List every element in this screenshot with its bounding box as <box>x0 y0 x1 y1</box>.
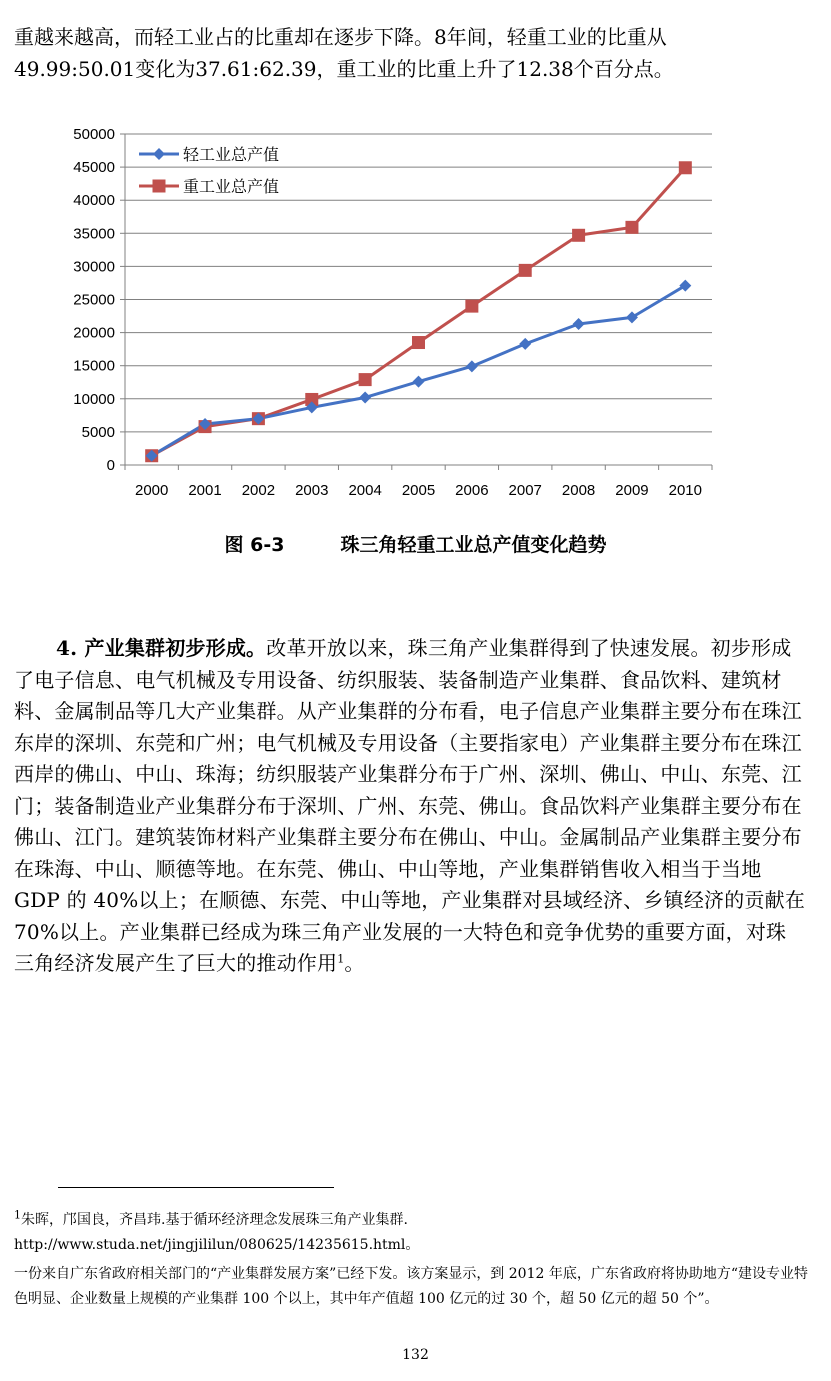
intro-line-2: 49.99:50.01变化为37.61:62.39，重工业的比重上升了12.38个百分点。 <box>14 56 674 81</box>
footnote-divider <box>58 1187 334 1188</box>
footnote-1 <box>14 1208 814 1233</box>
data-point <box>519 338 531 350</box>
x-tick-label: 2000 <box>134 482 169 499</box>
industrial-output-line-chart <box>50 120 730 510</box>
series-line-heavy-industry <box>152 168 686 456</box>
series-line-light-industry <box>152 286 686 456</box>
y-tick-label: 35000 <box>73 225 115 243</box>
footnote-reference[interactable]: 1 <box>337 952 345 966</box>
x-tick-label: 2006 <box>455 482 489 499</box>
y-tick-label: 15000 <box>73 357 115 375</box>
x-tick-label: 2002 <box>241 482 276 499</box>
paragraph-body: 改革开放以来，珠三角产业集群得到了快速发展。初步形成了电子信息、电气机械及专用设备、纺织服装、装备制造产业集群、食品饮料、建筑材料、金属制品等几大产业集群。从产业集群的分布看，电子信息产业集群主要分布在珠江东岸的深圳、东莞和广州；电气机械及专用设备（主要指家电）产业集群主要分布在珠江西岸的佛山、中山、珠海；纺织服装产业集群分布于广州、深圳、佛山、中山、东莞、江门；装备制造业产业集群分布于深圳、广州、东莞、佛山。食品饮料产业集群主要分布在佛山、江门。建筑装饰材料产业集群主要分布在佛山、中山。金属制品产业集群主要分布在珠海、中山、顺德等地。在东莞、佛山、中山等地，产业集群销售收入相当于当地 GDP 的 40%以上；在顺德、东莞、中山等地，产业集群对县域经济、乡镇经济的贡献在 70%以上。产业集群已经成为珠三角产业发展的一大特色和竞争优势的重要方面，对珠三角经济发展产生了巨大的推动作用 <box>14 636 806 975</box>
x-tick-label: 2008 <box>561 482 596 499</box>
intro-line-1: 重越来越高，而轻工业占的比重却在逐步下降。8年间，轻重工业的比重从 <box>14 25 667 49</box>
paragraph-end: 。 <box>344 951 365 975</box>
body-paragraph <box>14 633 806 980</box>
x-tick-label: 2005 <box>401 482 436 499</box>
x-tick-label: 2007 <box>508 482 542 499</box>
data-point <box>519 264 532 277</box>
x-tick-label: 2001 <box>188 482 222 499</box>
figure-number: 图 6-3 <box>224 534 285 556</box>
y-tick-label: 0 <box>106 457 115 474</box>
data-point <box>572 229 585 242</box>
y-tick-label: 40000 <box>73 192 115 210</box>
data-point <box>153 180 166 193</box>
footnote-citation: 朱晖，邝国良，齐昌玮.基于循环经济理念发展珠三角产业集群. <box>21 1212 408 1228</box>
y-tick-label: 45000 <box>73 159 115 177</box>
y-tick-label: 30000 <box>73 258 115 276</box>
x-tick-label: 2009 <box>615 482 649 499</box>
y-tick-label: 25000 <box>73 291 115 309</box>
data-point <box>573 318 585 330</box>
data-point <box>466 360 478 372</box>
data-point <box>359 391 371 403</box>
y-tick-label: 10000 <box>73 390 115 408</box>
x-tick-label: 2004 <box>348 482 382 499</box>
data-point <box>679 161 692 174</box>
footnote-note: 一份来自广东省政府相关部门的“产业集群发展方案”已经下发。该方案显示，到 2012 年底，广东省政府将协助地方“建设专业特色明显、企业数量上规模的产业集群 100 个以上，其中年产值超 100 亿元的过 30 个，超 50 亿元的超 50 个”。 <box>14 1266 808 1307</box>
data-point <box>412 336 425 349</box>
legend-label: 轻工业总产值 <box>183 145 280 164</box>
paragraph-lead: 4. 产业集群初步形成。 <box>56 636 267 660</box>
y-tick-label: 50000 <box>73 126 115 143</box>
page-number: 132 <box>402 1347 429 1363</box>
intro-paragraph <box>14 22 806 85</box>
figure-caption <box>0 530 831 557</box>
figure-title: 珠三角轻重工业总产值变化趋势 <box>340 534 607 556</box>
data-point <box>465 300 478 313</box>
footnote-mark: 1 <box>14 1208 21 1222</box>
y-tick-label: 20000 <box>73 324 115 342</box>
x-tick-label: 2003 <box>295 482 329 499</box>
y-tick-label: 5000 <box>81 423 115 441</box>
data-point <box>625 221 638 234</box>
data-point <box>413 376 425 388</box>
x-tick-label: 2010 <box>668 482 703 499</box>
footnote-url[interactable]: http://www.studa.net/jingjililun/080625/14235615.html。 <box>14 1237 420 1253</box>
data-point <box>153 148 165 160</box>
legend-label: 重工业总产值 <box>183 177 280 196</box>
data-point <box>359 373 372 386</box>
